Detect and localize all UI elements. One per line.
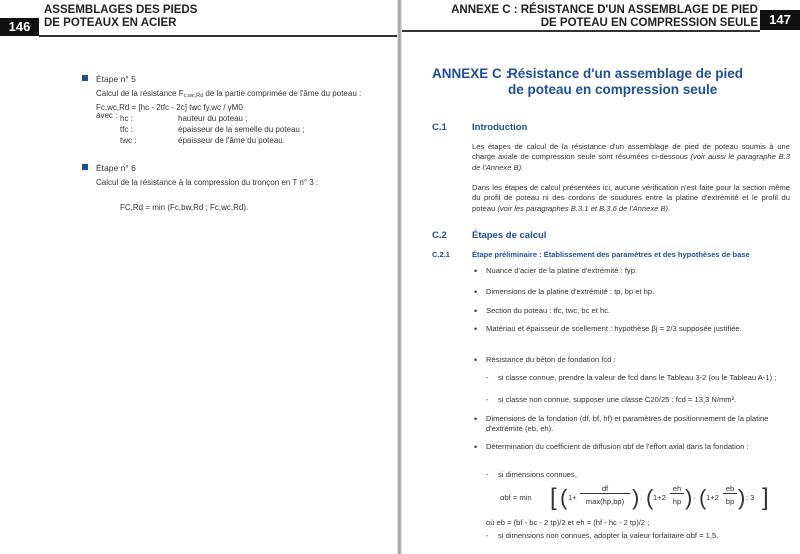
alpha-lhs: αbf = min: [500, 493, 532, 502]
bullet-item: • Section du poteau : tfc, twc, bc et hc.: [486, 306, 790, 316]
paren-close-icon: ): [685, 485, 693, 510]
frac3-num: eb: [723, 484, 737, 494]
paren-open-icon: (: [560, 485, 568, 510]
one-plus-2: 1+2: [653, 493, 666, 502]
bullet-item: • Nuance d'acier de la platine d'extrémité : fyp.: [486, 266, 790, 276]
bullet-item: • Résistance du béton de fondation fcd :: [486, 355, 790, 365]
bullet-item: • Matériau et épaisseur de scellement : hypothèse βj = 2/3 supposée justifiée.: [486, 324, 790, 334]
alpha-formula: [500, 484, 790, 514]
page-number-right: 147: [760, 10, 800, 30]
def-row: tfc : épaisseur de la semelle du poteau ;: [120, 125, 305, 134]
bullet-item: • Détermination du coefficient de diffusion αbf de l'effort axial dans la fondation :: [486, 442, 790, 452]
paren-open-icon: (: [646, 485, 654, 510]
right-page: ANNEXE C : RÉSISTANCE D'UN ASSEMBLAGE DE PIED DE POTEAU EN COMPRESSION SEULE 147 ANNEXE C : Résistance d'un assemblage de pied de poteau en compression seule C.1 Introduction Les étapes de calcul de la résistance d'un assemblage de pied de poteau soumis à une charge axiale de compression seule sont résumées ci-dessous (voir aussi le paragraphe B.3 de l'Annexe B). Dans les étapes de calcul présentées ici, aucune vérification n'est faite pour la section même du profil de poteau ni des cordons de soudures entre la platine d'extrémité et le profil du poteau (voir les paragraphes B.3.1 et B.3.6 de l'Annexe B). C.2 Étapes de calcul C.2.1 Étape préliminaire : Établissement des paramètres et des hypothèses de base • Nuance d'acier de la platine d'extrémité : fyp. • Dimensions de la platine d'extrémité : tp, bp et hp. • Section du poteau : tfc, twc, bc et hc. • Matériau et épaisseur de scellement : hypothèse βj = 2/3 supposée justifiée. • Résistance du béton de fondation fcd : - si classe connue, prendre la valeur de fcd dans le Tableau 3-2 (ou le Tableau A-1) ; - si classe non connue, supposer une classe C20/25 : fcd = 13,3 N/mm². • Dimensions de la fondation (df, bf, hf) et paramètres de positionnement de la platine d'extrémité (eb, eh). • Détermination du coefficient de diffusion αbf de l'effort axial dans la fondation : - si dimensions connues, αbf = min [ ( 1+ df max(hp,bp) ) · ( 1+2 eh hp ) · ( 1+2 eb bp ) ; 3 ] où eb = (bf - bc - 2 tp)/2 et eh = (hf - hc - 2 tp)/2 ; - si dimensions non connues, adopter la valeur forfaitaire αbf = 1,5.: [402, 0, 800, 554]
step-6-block: [96, 163, 386, 213]
section-c2-number: C.2: [432, 230, 447, 241]
step-6-title: Étape n° 6: [82, 163, 386, 174]
left-running-header: ASSEMBLAGES DES PIEDS DE POTEAUX EN ACIER: [44, 4, 198, 29]
frac3-den: bp: [725, 497, 735, 506]
section-c21-number: C.2.1: [432, 250, 450, 259]
square-bullet-icon: [82, 75, 88, 81]
paren-close-icon: ): [632, 485, 640, 510]
frac-num: df: [580, 484, 630, 494]
left-page: [0, 0, 397, 554]
c1-paragraph-2: Dans les étapes de calcul présentées ici, aucune vérification n'est faite pour la section même du profil de poteau ni des cordons de soudures entre la platine d'extrémité et le profil du poteau (voir les paragraphes B.3.1 et B.3.6 de l'Annexe B).: [472, 183, 790, 213]
section-c21-title: Étape préliminaire : Établissement des paramètres et des hypothèses de base: [472, 250, 750, 259]
step-5-title: Étape n° 5: [82, 74, 386, 85]
paren-close-icon: ): [738, 485, 746, 510]
frac-den: max(hp,bp): [585, 497, 625, 506]
dash-item: - si classe connue, prendre la valeur de fcd dans le Tableau 3-2 (ou le Tableau A-1) ;: [498, 373, 790, 383]
step-5-formula: Fc,wc,Rd = [hc - 2tfc - 2c] twc fy,wc / γM0: [96, 103, 243, 112]
def-row: twc : épaisseur de l'âme du poteau.: [120, 136, 285, 145]
step-5-defs: [96, 113, 386, 146]
alpha-tail: ; 3: [746, 493, 755, 502]
right-running-header: ANNEXE C : RÉSISTANCE D'UN ASSEMBLAGE DE PIED DE POTEAU EN COMPRESSION SEULE: [451, 4, 758, 29]
header-rule-right: [402, 30, 760, 32]
dash-item: - si classe non connue, supposer une classe C20/25 : fcd = 13,3 N/mm².: [498, 395, 790, 405]
step-5-block: [96, 74, 386, 146]
bracket-close-icon: ]: [762, 484, 769, 511]
eb-eh-definition: où eb = (bf - bc - 2 tp)/2 et eh = (hf - hc - 2 tp)/2 ;: [486, 518, 650, 527]
dot-sep: ·: [640, 493, 643, 502]
frac2-den: hp: [672, 497, 682, 506]
bracket-open-icon: [: [550, 484, 557, 511]
bullet-item: • Dimensions de la platine d'extrémité : tp, bp et hp.: [486, 287, 790, 297]
header-rule-left: [39, 35, 397, 37]
section-c1-title: Introduction: [472, 122, 528, 133]
section-c1-number: C.1: [432, 122, 447, 133]
page-number-left: 146: [0, 18, 39, 36]
square-bullet-icon: [82, 164, 88, 170]
def-row: hc : hauteur du poteau ;: [120, 114, 248, 123]
one-plus-2b: 1+2: [706, 493, 719, 502]
dash-item: - si dimensions connues,: [498, 470, 790, 480]
section-c2-title: Étapes de calcul: [472, 230, 547, 241]
bullet-item: • Dimensions de la fondation (df, bf, hf) et paramètres de positionnement de la platine d'extrémité (eb, eh).: [486, 414, 790, 435]
step-5-avec: avec :: [96, 111, 118, 120]
paren-open-icon: (: [699, 485, 707, 510]
one-plus: 1+: [568, 493, 577, 502]
dot-sep: ·: [693, 493, 696, 502]
step-6-intro: Calcul de la résistance à la compression du tronçon en T n° 3 :: [96, 178, 319, 187]
step-6-formula: FC,Rd = min (Fc,bw,Rd ; Fc,wc,Rd).: [120, 203, 249, 212]
step-5-intro: Calcul de la résistance Fc,wc,Rd de la partie comprimée de l'âme du poteau :: [96, 89, 362, 99]
frac2-num: eh: [670, 484, 684, 494]
c1-paragraph-1: Les étapes de calcul de la résistance d'un assemblage de pied de poteau soumis à une charge axiale de compression seule sont résumées ci-dessous (voir aussi le paragraphe B.3 de l'Annexe B).: [472, 142, 790, 172]
dash-item: - si dimensions non connues, adopter la valeur forfaitaire αbf = 1,5.: [498, 531, 790, 541]
